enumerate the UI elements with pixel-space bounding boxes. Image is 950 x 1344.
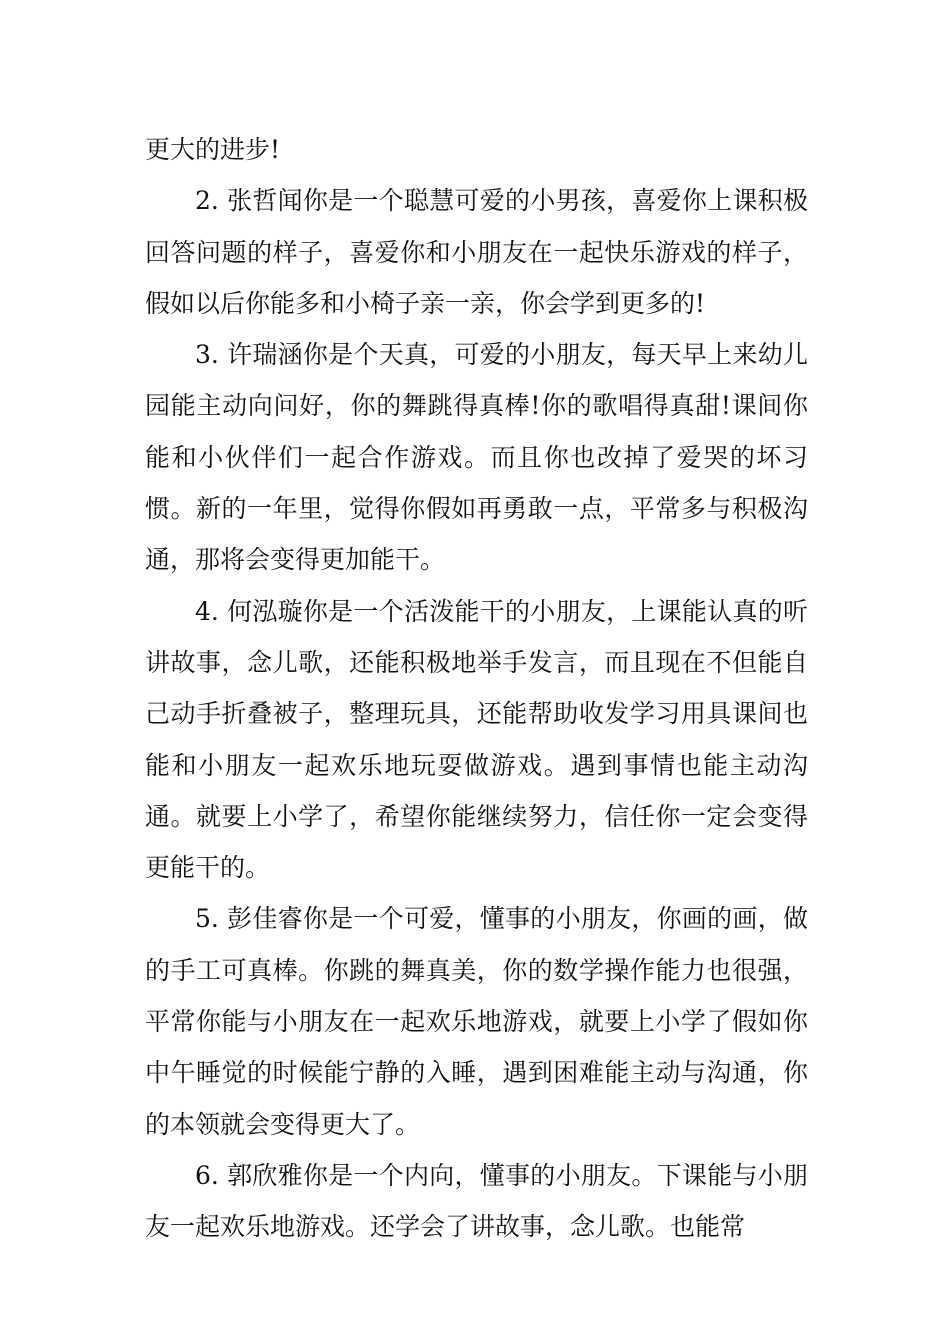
paragraph-item-3: 3. 许瑞涵你是个天真，可爱的小朋友，每天早上来幼儿园能主动向问好，你的舞跳得真棒!你的歌唱得真甜!课间你能和小伙伴们一起合作游戏。而且你也改掉了爱哭的坏习惯。新的一年里，觉得你假如再勇敢一点，平常多与积极沟通，那将会变得更加能干。 (145, 340, 808, 575)
paragraph-continuation: 更大的进步! (145, 135, 281, 164)
paragraph-item-6: 6. 郭欣雅你是一个内向，懂事的小朋友。下课能与小朋友一起欢乐地游戏。还学会了讲故事，念儿歌。也能常 (145, 1160, 808, 1242)
paragraph-item-4: 4. 何泓璇你是一个活泼能干的小朋友，上课能认真的听讲故事，念儿歌，还能积极地举手发言，而且现在不但能自己动手折叠被子，整理玩具，还能帮助收发学习用具课间也能和小朋友一起欢乐地玩耍做游戏。遇到事情也能主动沟通。就要上小学了，希望你能继续努力，信任你一定会变得更能干的。 (145, 596, 808, 883)
document-body (145, 124, 808, 1253)
paragraph-item-2: 2. 张哲闻你是一个聪慧可爱的小男孩，喜爱你上课积极回答问题的样子，喜爱你和小朋友在一起快乐游戏的样子，假如以后你能多和小椅子亲一亲，你会学到更多的! (145, 186, 808, 318)
paragraph-item-5: 5. 彭佳睿你是一个可爱，懂事的小朋友，你画的画，做的手工可真棒。你跳的舞真美，你的数学操作能力也很强，平常你能与小朋友在一起欢乐地游戏，就要上小学了假如你中午睡觉的时候能宁静的入睡，遇到困难能主动与沟通，你的本领就会变得更大了。 (145, 904, 808, 1139)
